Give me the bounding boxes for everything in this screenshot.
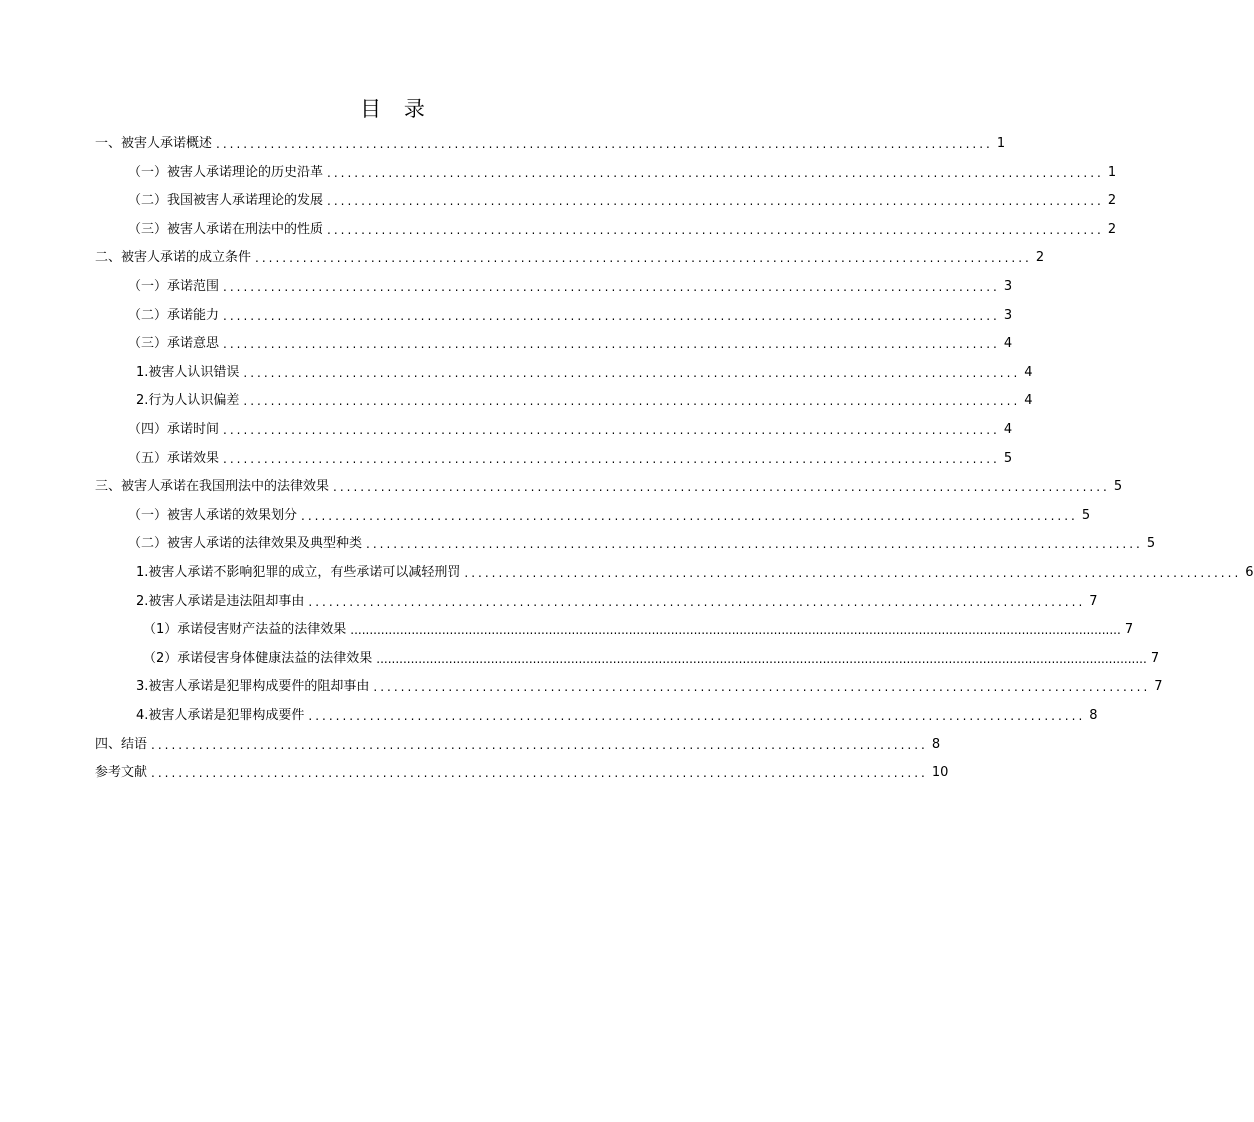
toc-entry-label: （二）我国被害人承诺理论的发展 <box>128 193 324 209</box>
toc-entry[interactable] <box>95 559 1254 587</box>
toc-entry[interactable] <box>95 473 1123 501</box>
toc-entry-label: （一）承诺范围 <box>128 279 220 294</box>
toc-entry-label: （五）承诺效果 <box>128 450 220 466</box>
toc-entry-page: 5 <box>1146 536 1156 552</box>
toc-entry-page: 5 <box>1081 507 1091 523</box>
dot-leader: .................................................................................................................. <box>243 365 1021 380</box>
toc-entry-label: （二）被害人承诺的法律效果及典型种类 <box>128 536 363 552</box>
dot-leader: .................................................................................................................. <box>223 308 1000 323</box>
dot-leader: .................................................................................................................. <box>333 480 1110 495</box>
toc-entry-label: 三、被害人承诺在我国刑法中的法律效果 <box>95 479 330 495</box>
toc-entry-page: 4 <box>1003 422 1013 437</box>
toc-entry-page: 2 <box>1107 221 1117 237</box>
toc-entry[interactable] <box>95 330 1013 358</box>
toc-entry-label: 1.被害人认识错误 <box>136 364 240 380</box>
toc-entry[interactable] <box>95 130 1006 158</box>
toc-entry-page: 6 <box>1245 565 1254 580</box>
toc-entry-page: 5 <box>1113 479 1123 495</box>
page-title: 目 录 <box>360 97 433 121</box>
dot-leader: .................................................................................................................. <box>223 423 1000 437</box>
dot-leader: .................................................................................................................. <box>327 194 1104 209</box>
toc-entry-label: 一、被害人承诺概述 <box>95 136 213 151</box>
toc-entry-page: 8 <box>1089 708 1098 723</box>
toc-entry[interactable] <box>95 187 1117 215</box>
dot-leader: .................................................................................................................. <box>308 594 1086 609</box>
dot-leader: .................................................................................................................. <box>301 508 1078 523</box>
toc-entry-page: 10 <box>931 765 949 781</box>
toc-entry-label: 3.被害人承诺是犯罪构成要件的阻却事由 <box>136 679 370 695</box>
dot-leader: .................................................................................................................. <box>216 137 993 151</box>
dot-leader: .................................................................................................................. <box>223 337 1000 352</box>
toc-entry-page: 4 <box>1003 336 1013 352</box>
toc-entry[interactable] <box>95 588 1098 616</box>
toc-entry-page: 3 <box>1003 307 1013 323</box>
toc-entry[interactable] <box>95 387 1033 415</box>
toc-entry[interactable] <box>95 731 941 759</box>
toc-entry[interactable] <box>95 359 1033 387</box>
toc-entry[interactable] <box>95 645 1160 673</box>
toc-entry-label: 4.被害人承诺是犯罪构成要件 <box>136 708 305 723</box>
toc-entry-page: 2 <box>1107 193 1117 209</box>
toc-entry-page: 5 <box>1003 450 1013 466</box>
toc-entry-label: （一）被害人承诺的效果划分 <box>128 507 298 523</box>
toc-entry[interactable] <box>95 244 1045 272</box>
toc-entry[interactable] <box>95 445 1013 473</box>
dot-leader: .................................................................................................................. <box>255 251 1032 266</box>
toc-entry-label: 2.被害人承诺是违法阻却事由 <box>136 593 305 609</box>
toc-entry[interactable] <box>95 759 949 787</box>
dot-leader: .................................................................................................................. <box>308 709 1086 723</box>
dot-leader: .................................................................................................................. <box>327 222 1104 237</box>
dot-leader: .................................................................................................................. <box>366 537 1143 552</box>
dot-leader: .................................................................................................................. <box>223 451 1000 466</box>
toc-entry-label: 二、被害人承诺的成立条件 <box>95 250 252 266</box>
dot-leader: .......................................................................................................................................................................................................... <box>376 651 1147 666</box>
toc-entry[interactable] <box>95 502 1091 530</box>
toc-entry[interactable] <box>95 616 1134 644</box>
dot-leader: .................................................................................................................. <box>151 737 928 752</box>
toc-entry-label: （二）承诺能力 <box>128 307 220 323</box>
toc-entry[interactable] <box>95 416 1013 444</box>
toc-entry[interactable] <box>95 702 1098 730</box>
toc-entry[interactable] <box>95 530 1156 558</box>
toc-entry[interactable] <box>95 302 1013 330</box>
toc-entry[interactable] <box>95 216 1117 244</box>
dot-leader: .................................................................................................................. <box>373 680 1151 695</box>
toc-entry[interactable] <box>95 673 1163 701</box>
toc-entry[interactable] <box>95 273 1013 301</box>
dot-leader: .......................................................................................................................................................................................................... <box>350 623 1121 638</box>
toc-entry-label: 四、结语 <box>95 736 148 752</box>
toc-entry-label: （三）承诺意思 <box>128 336 220 352</box>
toc-entry-page: 8 <box>931 736 941 752</box>
toc-entry-page: 7 <box>1150 650 1160 666</box>
toc-entry-label: （一）被害人承诺理论的历史沿革 <box>128 164 324 180</box>
dot-leader: .................................................................................................................. <box>223 280 1000 294</box>
toc-entry-label: 2.行为人认识偏差 <box>136 393 240 409</box>
toc-entry-label: （1）承诺侵害财产法益的法律效果 <box>143 622 347 638</box>
dot-leader: .................................................................................................................. <box>151 766 928 781</box>
toc-entry-label: 参考文献 <box>95 765 148 781</box>
toc-entry-page: 1 <box>1107 164 1117 180</box>
toc-entry-page: 2 <box>1035 250 1045 266</box>
toc-entry-page: 4 <box>1024 364 1033 380</box>
toc-entry-label: （四）承诺时间 <box>128 422 220 437</box>
toc-entry-label: （三）被害人承诺在刑法中的性质 <box>128 221 324 237</box>
toc-entry-label: （2）承诺侵害身体健康法益的法律效果 <box>143 650 373 666</box>
toc-entry-page: 7 <box>1124 622 1134 638</box>
toc-entry-page: 3 <box>1003 279 1013 294</box>
toc-entry-label: 1.被害人承诺不影响犯罪的成立，有些承诺可以减轻刑罚 <box>136 565 461 580</box>
toc-entry-page: 7 <box>1154 679 1163 695</box>
dot-leader: .................................................................................................................. <box>464 566 1242 580</box>
toc-entry-page: 1 <box>996 136 1006 151</box>
dot-leader: .................................................................................................................. <box>327 165 1104 180</box>
toc-entry-page: 7 <box>1089 593 1098 609</box>
toc-entry[interactable] <box>95 159 1117 187</box>
toc-entry-page: 4 <box>1024 393 1033 409</box>
dot-leader: .................................................................................................................. <box>243 394 1021 409</box>
